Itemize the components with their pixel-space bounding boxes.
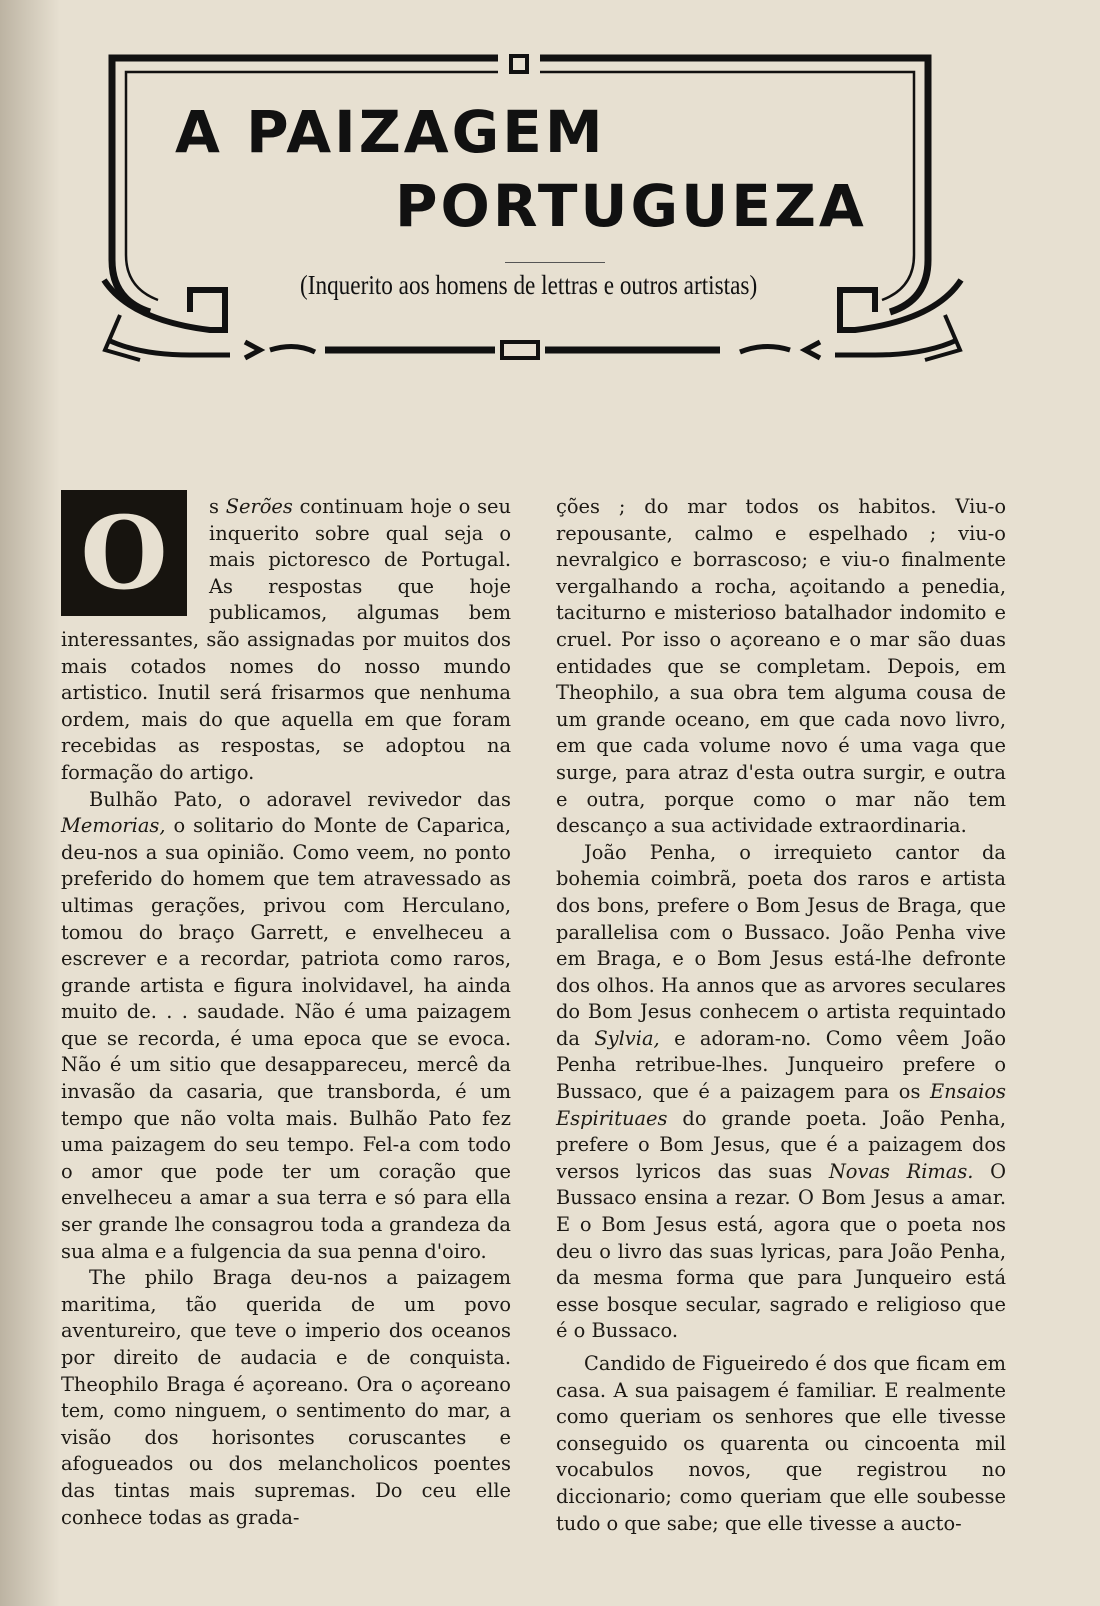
bulhao-pato-paragraph <box>61 787 511 1266</box>
article-subtitle: (Inquerito aos homens de lettras e outros artistas) <box>300 270 758 300</box>
intro-text-start: s <box>209 495 226 518</box>
drop-cap-letter: O <box>80 494 168 612</box>
candido-paragraph: Candido de Figueiredo é dos que ficam em casa. A sua paisagem é familiar. E realmente como queriam os senhores que elle tivesse conseguido os quarenta ou cincoenta mil vocabulos novos, que registrou no diccionario; como queriam que elle soubesse tudo o que sabe; que elle tivesse a aucto- <box>556 1352 1006 1535</box>
article-title-line-2: PORTUGUEZA <box>395 172 867 240</box>
article-title-line-1: A PAIZAGEM <box>175 98 606 166</box>
theophilo-paragraph: The philo Braga deu-nos a paizagem maritima, tão querida de um povo aventureiro, que teve o imperio dos oceanos por direito de audacia e de conquista. Theophilo Braga é açoreano. Ora o açoreano tem, como ninguem, o sentimento do mar, a visão dos horisontes coruscantes e afogueados ou dos melancholicos poentes das tintas mais supremas. Do ceu elle conhece todas as grada- <box>61 1266 511 1529</box>
penha-text-a: João Penha, o irrequieto cantor da bohemia coimbrã, poeta dos raros e artista dos bons, prefere o Bom Jesus de Braga, que parallelisa com o Bussaco. João Penha vive em Braga, e o Bom Jesus está-lhe defronte dos olhos. Ha annos que as arvores seculares do Bom Jesus conhecem o artista requintado da <box>556 840 1006 1050</box>
title-divider <box>505 262 605 263</box>
penha-text-d: O Bussaco ensina a rezar. O Bom Jesus a amar. E o Bom Jesus está, agora que o poeta nos deu o livro das suas lyricas, para João Penha, da mesma forma que para Junqueiro está esse bosque secular, sagrado e religioso que é o Bussaco. <box>556 1159 1007 1343</box>
penha-italic-sylvia: Sylvia, <box>594 1026 660 1050</box>
penha-text-c: do grande poeta. João Penha, prefere o Bom Jesus, que é a paizagem dos versos lyricos das suas <box>556 1106 1006 1183</box>
page-edge-shadow <box>0 0 60 1606</box>
right-column <box>556 494 1006 1537</box>
continuation-paragraph: ções ; do mar todos os habitos. Viu-o repousante, calmo e espelhado ; viu-o nevralgico e borrascoso; e viu-o finalmente vergalhando a rocha, açoitando a penedia, taciturno e misterioso batalhador indomito e cruel. Por isso o açoreano e o mar são duas entidades que se completam. Depois, em Theophilo, a sua obra tem alguma cousa de um grande oceano, em que cada novo livro, em que cada volume novo é uma vaga que surge, para atraz d'esta outra surgir, e outra e outra, porque como o mar não tem descanço a sua actividade extraordinaria. <box>556 495 1006 838</box>
intro-text-rest: continuam hoje o seu inquerito sobre qual seja o mais pictoresco de Portugal. As respostas que hoje publicamos, algumas bem interessantes, são assignadas por muitos dos mais cotados nomes do nosso mundo artistico. Inutil será frisarmos que nenhuma ordem, mais do que aquella em que foram recebidas as respostas, se adoptou na formação do artigo. <box>61 495 511 784</box>
joao-penha-paragraph <box>556 840 1006 1345</box>
left-column <box>61 494 511 1531</box>
bulhao-italic-title: Memorias, <box>61 814 166 838</box>
intro-italic-title: Serões <box>225 495 293 518</box>
penha-text-b: e adoram-no. Como vêem João Penha retribue-lhes. Junqueiro prefere o Bussaco, que é a paizagem para os <box>556 1026 1006 1104</box>
penha-italic-novas-rimas: Novas Rimas. <box>828 1159 974 1183</box>
drop-cap-ornament <box>61 490 187 616</box>
penha-italic-ensaios: Ensaios Espirituaes <box>556 1080 1006 1130</box>
bulhao-text-start: Bulhão Pato, o adoravel revivedor das <box>89 787 511 811</box>
bulhao-text-rest: o solitario do Monte de Caparica, deu-nos a sua opinião. Como veem, no ponto preferido do homem que tem atravessado as ultimas gerações, privou com Herculano, tomou do braço Garrett, e envelheceu a escrever e a recordar, patriota como raros, grande artista e figura inolvidavel, ha ainda muito de. . . saudade. Não é uma paizagem que se recorda, é uma epoca que se evoca. Não é um sitio que desappareceu, mercê da invasão da casaria, que transborda, é um tempo que não volta mais. Bulhão Pato fez uma paizagem do seu tempo. Fel-a com todo o amor que pode ter um coração que envelheceu a amar a sua terra e só para ella ser grande lhe consagrou toda a grandeza da sua alma e a fulgencia da sua penna d'oiro. <box>61 814 511 1263</box>
